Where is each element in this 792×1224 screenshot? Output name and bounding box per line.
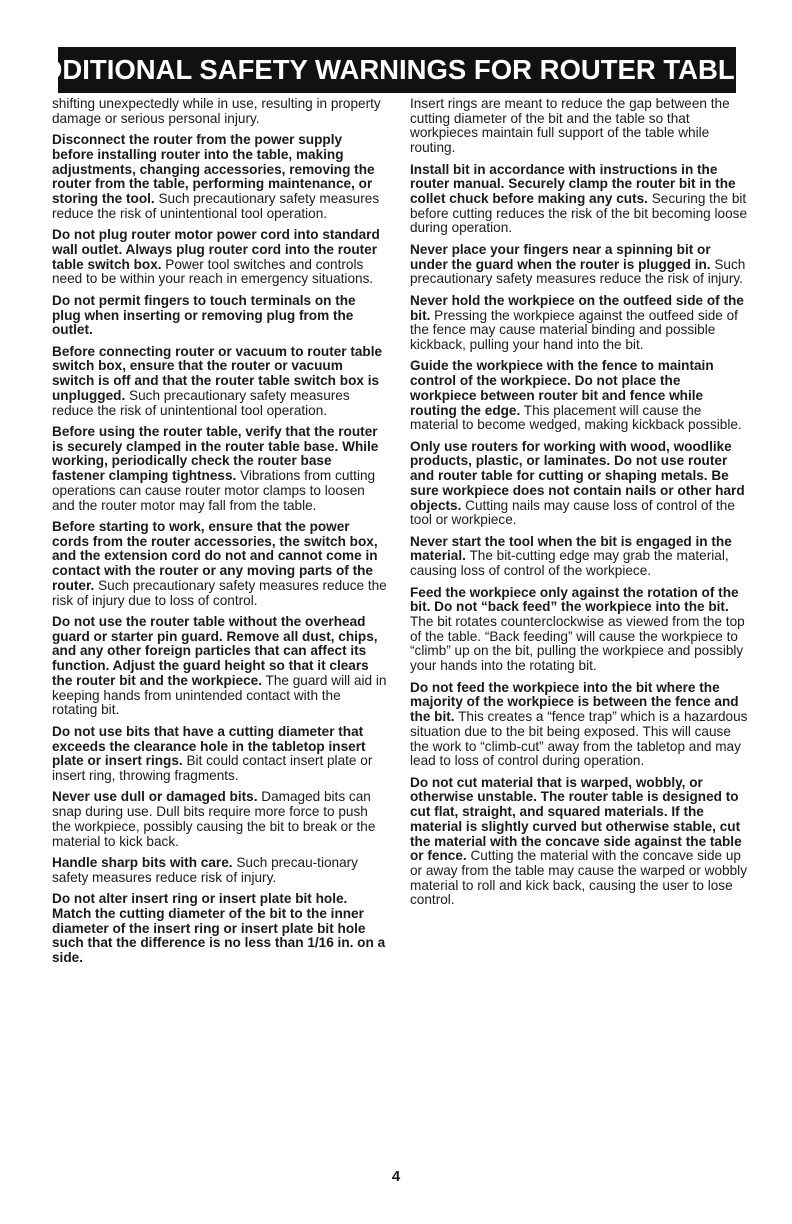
warning-paragraph: Disconnect the router from the power supply before installing router into the table, making adjustments, changing accessories, removing the router from the table, performing maintenance, or storing the tool. Such precautionary safety measures reduce the risk of unintentional tool operation. — [52, 132, 380, 221]
warning-paragraph: Guide the workpiece with the fence to maintain control of the workpiece. Do not place the workpiece between router bit and fence while routing the edge. This placement will cause the material to become wedged, making kickback possible. — [410, 358, 742, 433]
warning-paragraph: Install bit in accordance with instructions in the router manual. Securely clamp the router bit in the collet chuck before making any cuts. Securing the bit before cutting reduces the risk of the bit becoming loose during operation. — [410, 161, 748, 236]
warning-paragraph: Insert rings are meant to reduce the gap between the cutting diameter of the bit and the table so that workpieces maintain full support of the table while routing. — [410, 96, 730, 156]
warning-paragraph: Before using the router table, verify that the router is securely clamped in the router table base. While working, periodically check the router base fastener clamping tightness. Vibrations from cutting operations can cause router motor clamps to loosen and the router motor may fall from the table. — [52, 424, 379, 513]
warning-paragraph: Do not plug router motor power cord into standard wall outlet. Always plug router cord into the router table switch box. Power tool switches and controls need to be within your reach in emergency situations. — [52, 227, 380, 287]
warning-paragraph: Handle sharp bits with care. Such precau-tionary safety measures reduce risk of injury. — [52, 855, 358, 885]
warning-paragraph: Do not feed the workpiece into the bit where the majority of the workpiece is between the fence and the bit. This creates a “fence trap” which is a hazardous situation due to the bit being exposed. This will cause the work to “climb-cut” away from the tabletop and may lead to loss of control during operation. — [410, 679, 748, 769]
warning-paragraph: Before starting to work, ensure that the power cords from the router accessories, the switch box, and the extension cord do not and cannot come in contact with the router or any moving parts of the router. Such precautionary safety measures reduce the risk of injury due to loss of control. — [52, 519, 387, 608]
warning-paragraph: Never hold the workpiece on the outfeed side of the bit. Pressing the workpiece against the outfeed side of the fence may cause material binding and possible kickback, pulling your hand into the bit. — [410, 292, 744, 352]
warning-paragraph: Do not alter insert ring or insert plate bit hole. Match the cutting diameter of the bit to the inner diameter of the insert ring or insert plate bit hole such that the difference is no less than 1/16 in. on a side. — [52, 891, 386, 966]
warning-paragraph: shifting unexpectedly while in use, resulting in property damage or serious personal injury. — [52, 96, 381, 126]
warning-paragraph: Before connecting router or vacuum to router table switch box, ensure that the router or vacuum switch is off and that the router table switch box is unplugged. Such precautionary safety measures reduce the risk of unintentional tool operation. — [52, 343, 383, 418]
warning-paragraph: Never start the tool when the bit is engaged in the material. The bit-cutting edge may grab the material, causing loss of control of the workpiece. — [410, 533, 732, 579]
warning-paragraph: Do not permit fingers to touch terminals on the plug when inserting or removing plug from the outlet. — [52, 292, 356, 338]
section-title: ADDITIONAL SAFETY WARNINGS FOR ROUTER TABLES — [22, 54, 772, 85]
left-column — [52, 97, 387, 973]
warning-paragraph: Never place your fingers near a spinning bit or under the guard when the router is plugged in. Such precautionary safety measures reduce the risk of injury. — [410, 241, 746, 287]
warning-paragraph: Only use routers for working with wood, woodlike products, plastic, or laminates. Do not use router and router table for cutting or shaping metals. Be sure workpiece does not contain nails or other hard objects. Cutting nails may cause loss of control of the tool or workpiece. — [410, 438, 745, 528]
right-column — [410, 97, 750, 915]
warning-paragraph: Do not use bits that have a cutting diameter that exceeds the clearance hole in the tabletop insert plate or insert rings. Bit could contact insert plate or insert ring, throwing fragments. — [52, 723, 373, 783]
warning-paragraph: Do not use the router table without the overhead guard or starter pin guard. Remove all dust, chips, and any other foreign particles that can affect its function. Adjust the guard height so that it clears the router bit and the workpiece. The guard will aid in keeping hands from unintended contact with the rotating bit. — [52, 614, 387, 718]
warning-paragraph: Feed the workpiece only against the rotation of the bit. Do not “back feed” the workpiece into the bit. The bit rotates counterclockwise as viewed from the top of the table. “Back feeding” will cause the workpiece to “climb” up on the bit, pulling the workpiece and possibly your hands into the rotating bit. — [410, 584, 745, 674]
page-number: 4 — [391, 1168, 401, 1185]
warning-paragraph: Never use dull or damaged bits. Damaged bits can snap during use. Dull bits require more force to push the workpiece, possibly causing the bit to break or the material to kick back. — [52, 789, 376, 849]
warning-paragraph: Do not cut material that is warped, wobbly, or otherwise unstable. The router table is designed to cut flat, straight, and squared materials. If the material is slightly curved but otherwise stable, cut the material with the concave side against the table or fence. Cutting the material with the concave side up or away from the table may cause the warped or wobbly material to roll and kick back, causing the user to lose control. — [410, 774, 747, 908]
section-title-banner — [22, 47, 772, 93]
